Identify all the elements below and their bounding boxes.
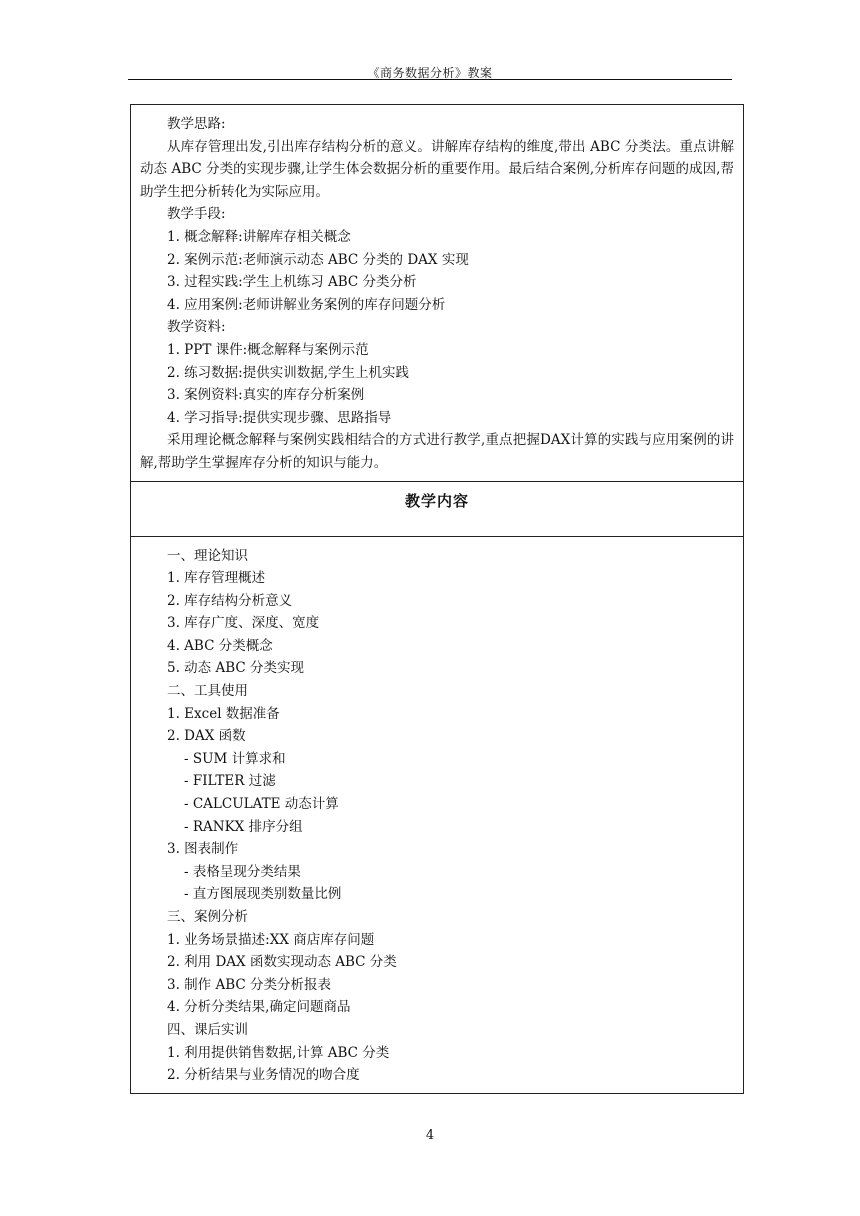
content-list-item: 4. 分析分类结果,确定问题商品 bbox=[167, 999, 351, 1016]
content-list-item: 3. 图表制作 bbox=[167, 841, 239, 858]
teaching-ideas-row bbox=[131, 105, 744, 482]
lesson-plan-table bbox=[130, 104, 744, 1094]
teaching-ideas-heading: 教学思路: bbox=[167, 116, 226, 132]
content-title: 教学内容 bbox=[404, 491, 469, 510]
content-list-item: 1. 库存管理概述 bbox=[167, 570, 266, 587]
teaching-means-heading: 教学手段: bbox=[167, 206, 226, 223]
teaching-means-item: 4. 应用案例:老师讲解业务案例的库存问题分析 bbox=[167, 296, 446, 313]
content-title-cell bbox=[131, 481, 744, 536]
content-section-title: 四、课后实训 bbox=[167, 1021, 248, 1038]
teaching-summary-paragraph: 采用理论概念解释与案例实践相结合的方式进行教学,重点把握DAX计算的实践与应用案例的讲解,帮助学生掌握库存分析的知识与能力。 bbox=[140, 432, 734, 471]
content-list-item: 2. 库存结构分析意义 bbox=[167, 592, 293, 609]
teaching-ideas-paragraph: 从库存管理出发,引出库存结构分析的意义。讲解库存结构的维度,带出 ABC 分类法。重点讲解动态 ABC 分类的实现步骤,让学生体会数据分析的重要作用。最后结合案例,分析库存问题的成因,帮助学生把分析转化为实际应用。 bbox=[140, 138, 734, 200]
teaching-materials-item: 1. PPT 课件:概念解释与案例示范 bbox=[167, 341, 369, 358]
content-cell bbox=[131, 536, 744, 1093]
content-sub-item: - FILTER 过滤 bbox=[184, 773, 276, 790]
teaching-ideas-cell bbox=[131, 105, 744, 482]
content-list-item: 1. 利用提供销售数据,计算 ABC 分类 bbox=[167, 1044, 390, 1061]
content-sub-item: - CALCULATE 动态计算 bbox=[184, 796, 339, 813]
teaching-materials-item: 2. 练习数据:提供实训数据,学生上机实践 bbox=[167, 364, 410, 381]
content-list-item: 4. ABC 分类概念 bbox=[167, 637, 273, 654]
teaching-materials-item: 4. 学习指导:提供实现步骤、思路指导 bbox=[167, 409, 392, 426]
content-section-title: 二、工具使用 bbox=[167, 683, 248, 700]
page-header-title: 《商务数据分析》教案 bbox=[367, 66, 493, 80]
content-sub-item: - 直方图展现类别数量比例 bbox=[184, 886, 342, 903]
content-list-item: 2. 分析结果与业务情况的吻合度 bbox=[167, 1067, 360, 1084]
content-list-item: 3. 制作 ABC 分类分析报表 bbox=[167, 976, 332, 993]
content-list-item: 1. Excel 数据准备 bbox=[167, 705, 280, 722]
content-sub-item: - SUM 计算求和 bbox=[184, 750, 286, 767]
teaching-materials-item: 3. 案例资料:真实的库存分析案例 bbox=[167, 387, 365, 404]
content-sub-item: - RANKX 排序分组 bbox=[184, 818, 303, 835]
content-list-item: 3. 库存广度、深度、宽度 bbox=[167, 615, 320, 632]
content-section-title: 三、案例分析 bbox=[167, 909, 248, 925]
page-number: 4 bbox=[425, 1128, 435, 1143]
content-list-item: 2. 利用 DAX 函数实现动态 ABC 分类 bbox=[167, 954, 397, 971]
content-row bbox=[131, 536, 744, 1093]
teaching-means-item: 1. 概念解释:讲解库存相关概念 bbox=[167, 228, 351, 245]
content-title-row bbox=[131, 481, 744, 536]
content-list-item: 1. 业务场景描述:XX 商店库存问题 bbox=[167, 931, 375, 948]
teaching-means-item: 2. 案例示范:老师演示动态 ABC 分类的 DAX 实现 bbox=[167, 251, 469, 268]
content-section-title: 一、理论知识 bbox=[167, 547, 248, 564]
content-list-item: 5. 动态 ABC 分类实现 bbox=[167, 660, 305, 677]
header-rule bbox=[128, 79, 732, 80]
content-list-item: 2. DAX 函数 bbox=[167, 728, 246, 745]
teaching-means-item: 3. 过程实践:学生上机练习 ABC 分类分析 bbox=[167, 274, 417, 291]
teaching-materials-heading: 教学资料: bbox=[167, 319, 226, 336]
content-sub-item: - 表格呈现分类结果 bbox=[184, 863, 301, 880]
